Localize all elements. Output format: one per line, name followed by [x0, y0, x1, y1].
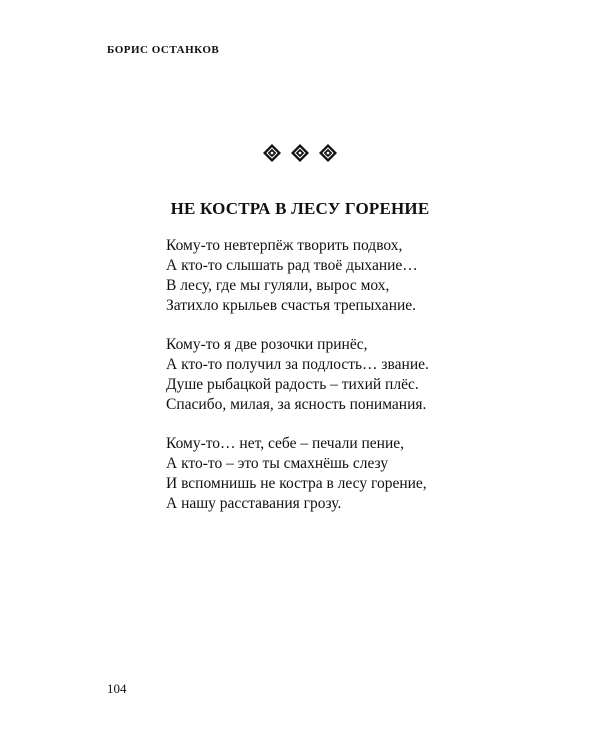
poem-line: В лесу, где мы гуляли, вырос мох, — [166, 277, 390, 294]
stanza-1 — [166, 236, 496, 316]
poem-line: Душе рыбацкой радость – тихий плёс. — [166, 376, 419, 393]
stanza-2 — [166, 335, 496, 415]
poem-line: А нашу расставания грозу. — [166, 495, 342, 512]
ornament-diamond-1 — [263, 144, 281, 162]
ornament-diamond-2 — [291, 144, 309, 162]
poem-body — [166, 236, 496, 533]
poem-line: Спасибо, милая, за ясность понимания. — [166, 396, 427, 413]
poem-line: И вспомнишь не костра в лесу горение, — [166, 475, 427, 492]
poem-line: А кто-то – это ты смахнёшь слезу — [166, 455, 389, 472]
poem-line: Кому-то невтерпёж творить подвох, — [166, 237, 403, 254]
three-diamonds-ornament-icon — [262, 143, 338, 163]
poem-title: НЕ КОСТРА В ЛЕСУ ГОРЕНИЕ — [170, 199, 430, 218]
ornament-diamond-3 — [319, 144, 337, 162]
poem-line: Затихло крыльев счастья трепыхание. — [166, 297, 417, 314]
poem-line: Кому-то я две розочки принёс, — [166, 336, 368, 353]
stanza-3 — [166, 434, 496, 514]
page-number: 104 — [107, 681, 127, 696]
poem-line: А кто-то получил за подлость… звание. — [166, 356, 429, 373]
poem-line: А кто-то слышать рад твоё дыхание… — [166, 257, 418, 274]
running-header-author: БОРИС ОСТАНКОВ — [107, 44, 220, 56]
poem-line: Кому-то… нет, себе – печали пение, — [166, 435, 405, 452]
